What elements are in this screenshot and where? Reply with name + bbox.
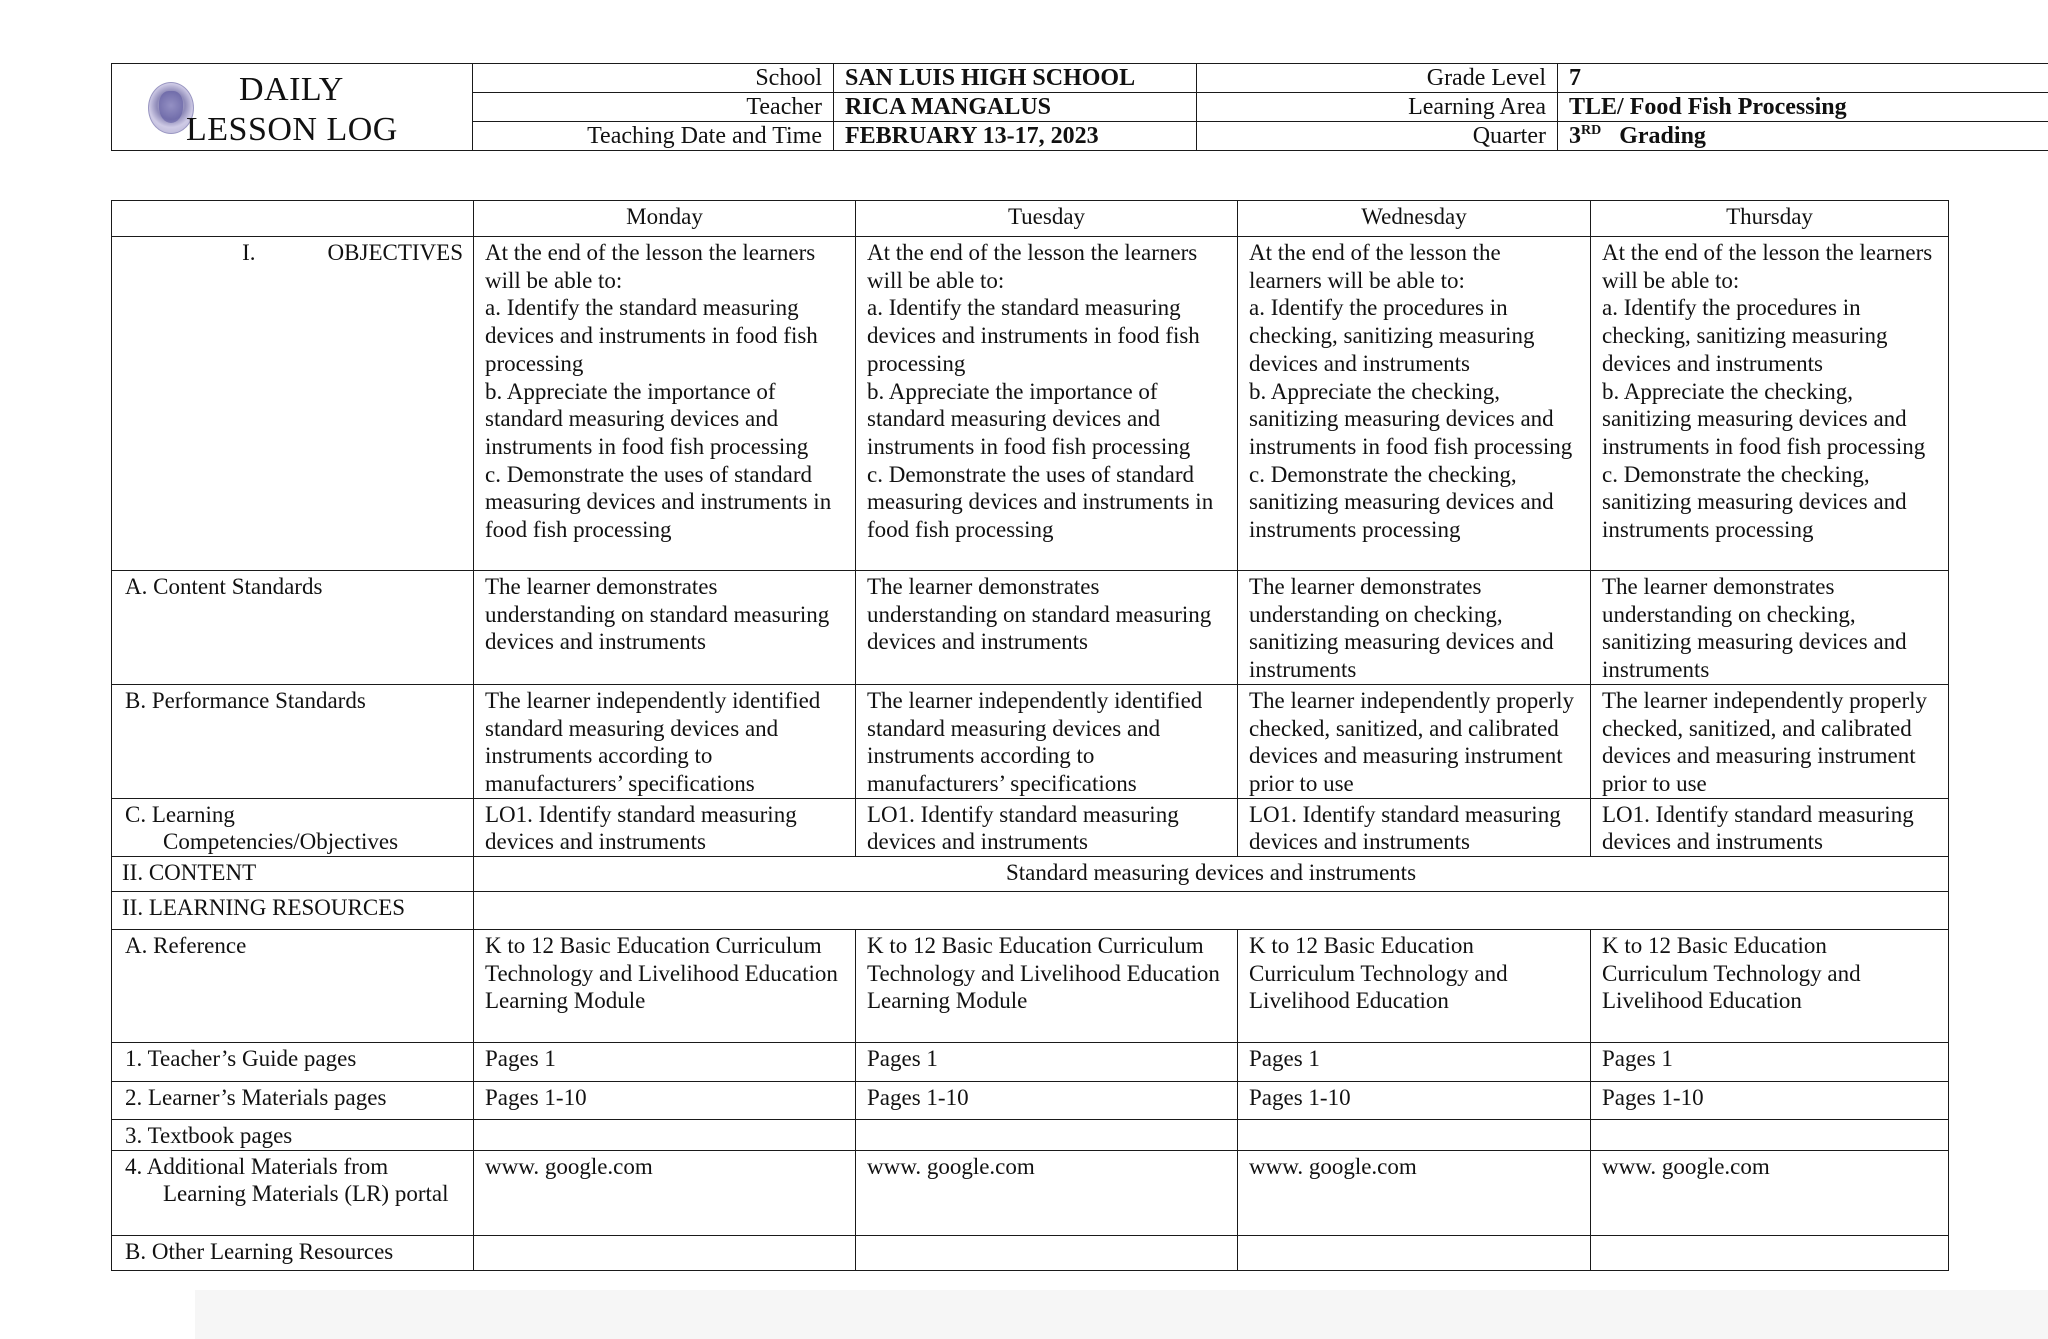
header-table [111, 63, 2048, 151]
objectives-monday: At the end of the lesson the learners will be able to: a. Identify the standard measuring devices and instruments in food fish processing b. Appreciate the importance of standard measuring devices and instruments in food fish processing c. Demonstrate the uses of standard measuring devices and instruments in food fish processing [474, 237, 856, 571]
page-bottom-shade [195, 1290, 2048, 1339]
school-value: SAN LUIS HIGH SCHOOL [834, 64, 1197, 93]
other-resources-row [112, 1235, 1949, 1270]
quarter-suffix: RD [1581, 123, 1602, 138]
other-resources-wednesday [1238, 1235, 1591, 1270]
content-label: II. CONTENT [112, 857, 474, 892]
day-monday: Monday [474, 201, 856, 237]
reference-label: A. Reference [112, 930, 474, 1043]
corner-cell [112, 201, 474, 237]
learners-materials-row [112, 1082, 1949, 1120]
learners-materials-thursday: Pages 1-10 [1591, 1082, 1949, 1120]
date-label: Teaching Date and Time [473, 122, 834, 151]
performance-standards-label: B. Performance Standards [112, 684, 474, 798]
reference-wednesday: K to 12 Basic Education Curriculum Technology and Livelihood Education [1238, 930, 1591, 1043]
doc-title-line2: LESSON LOG [186, 111, 398, 148]
content-standards-label: A. Content Standards [112, 571, 474, 685]
performance-standards-monday: The learner independently identified standard measuring devices and instruments according to manufacturers’ specifications [474, 684, 856, 798]
other-resources-tuesday [856, 1235, 1238, 1270]
teachers-guide-row [112, 1043, 1949, 1082]
title-cell [112, 64, 473, 151]
learning-competencies-row [112, 798, 1949, 856]
area-label: Learning Area [1197, 93, 1558, 122]
performance-standards-row [112, 684, 1949, 798]
learning-resources-label: II. LEARNING RESOURCES [112, 892, 474, 930]
objectives-roman: I. [242, 240, 256, 265]
objectives-wednesday: At the end of the lesson the learners will be able to: a. Identify the procedures in checking, sanitizing measuring devices and instruments b. Appreciate the checking, sanitizing measuring devices and instruments in food fish processing c. Demonstrate the checking, sanitizing measuring devices and instruments processing [1238, 237, 1591, 571]
learning-competencies-thursday: LO1. Identify standard measuring devices and instruments [1591, 798, 1949, 856]
textbook-row [112, 1120, 1949, 1151]
other-resources-thursday [1591, 1235, 1949, 1270]
objectives-row [112, 237, 1949, 571]
textbook-thursday [1591, 1120, 1949, 1151]
quarter-label: Quarter [1197, 122, 1558, 151]
reference-tuesday: K to 12 Basic Education Curriculum Technology and Livelihood Education Learning Module [856, 930, 1238, 1043]
teachers-guide-monday: Pages 1 [474, 1043, 856, 1082]
grade-label: Grade Level [1197, 64, 1558, 93]
additional-materials-row [112, 1150, 1949, 1235]
additional-materials-monday: www. google.com [474, 1150, 856, 1235]
additional-materials-thursday: www. google.com [1591, 1150, 1949, 1235]
performance-standards-tuesday: The learner independently identified standard measuring devices and instruments according to manufacturers’ specifications [856, 684, 1238, 798]
content-value: Standard measuring devices and instruments [474, 857, 1949, 892]
day-tuesday: Tuesday [856, 201, 1238, 237]
teachers-guide-wednesday: Pages 1 [1238, 1043, 1591, 1082]
learners-materials-label: 2. Learner’s Materials pages [112, 1082, 474, 1120]
content-standards-wednesday: The learner demonstrates understanding on checking, sanitizing measuring devices and instruments [1238, 571, 1591, 685]
quarter-number: 3 [1569, 123, 1581, 149]
day-header-row [112, 201, 1949, 237]
learning-competencies-monday: LO1. Identify standard measuring devices and instruments [474, 798, 856, 856]
teachers-guide-label: 1. Teacher’s Guide pages [112, 1043, 474, 1082]
area-value: TLE/ Food Fish Processing [1558, 93, 2048, 122]
learners-materials-tuesday: Pages 1-10 [856, 1082, 1238, 1120]
learning-resources-value [474, 892, 1949, 930]
additional-materials-label: 4. Additional Materials from Learning Materials (LR) portal [112, 1150, 474, 1235]
reference-monday: K to 12 Basic Education Curriculum Technology and Livelihood Education Learning Module [474, 930, 856, 1043]
date-value: FEBRUARY 13-17, 2023 [834, 122, 1197, 151]
learning-competencies-wednesday: LO1. Identify standard measuring devices and instruments [1238, 798, 1591, 856]
teacher-label: Teacher [473, 93, 834, 122]
textbook-label: 3. Textbook pages [112, 1120, 474, 1151]
learners-materials-wednesday: Pages 1-10 [1238, 1082, 1591, 1120]
teachers-guide-tuesday: Pages 1 [856, 1043, 1238, 1082]
teachers-guide-thursday: Pages 1 [1591, 1043, 1949, 1082]
other-resources-monday [474, 1235, 856, 1270]
reference-row [112, 930, 1949, 1043]
objectives-title: OBJECTIVES [327, 240, 463, 265]
content-standards-thursday: The learner demonstrates understanding on checking, sanitizing measuring devices and instruments [1591, 571, 1949, 685]
objectives-tuesday: At the end of the lesson the learners will be able to: a. Identify the standard measuring devices and instruments in food fish processing b. Appreciate the importance of standard measuring devices and instruments in food fish processing c. Demonstrate the uses of standard measuring devices and instruments in food fish processing [856, 237, 1238, 571]
performance-standards-wednesday: The learner independently properly checked, sanitized, and calibrated devices and measuring instrument prior to use [1238, 684, 1591, 798]
content-standards-monday: The learner demonstrates understanding on standard measuring devices and instruments [474, 571, 856, 685]
additional-materials-wednesday: www. google.com [1238, 1150, 1591, 1235]
reference-thursday: K to 12 Basic Education Curriculum Technology and Livelihood Education [1591, 930, 1949, 1043]
grade-value: 7 [1558, 64, 2048, 93]
learners-materials-monday: Pages 1-10 [474, 1082, 856, 1120]
other-resources-label: B. Other Learning Resources [112, 1235, 474, 1270]
performance-standards-thursday: The learner independently properly checked, sanitized, and calibrated devices and measuring instrument prior to use [1591, 684, 1949, 798]
teacher-value: RICA MANGALUS [834, 93, 1197, 122]
quarter-text: Grading [1619, 123, 1706, 149]
content-standards-tuesday: The learner demonstrates understanding on standard measuring devices and instruments [856, 571, 1238, 685]
textbook-tuesday [856, 1120, 1238, 1151]
lesson-log-table [111, 200, 1949, 1271]
additional-materials-tuesday: www. google.com [856, 1150, 1238, 1235]
textbook-monday [474, 1120, 856, 1151]
day-thursday: Thursday [1591, 201, 1949, 237]
content-standards-row [112, 571, 1949, 685]
day-wednesday: Wednesday [1238, 201, 1591, 237]
objectives-thursday: At the end of the lesson the learners will be able to: a. Identify the procedures in checking, sanitizing measuring devices and instruments b. Appreciate the checking, sanitizing measuring devices and instruments in food fish processing c. Demonstrate the checking, sanitizing measuring devices and instruments processing [1591, 237, 1949, 571]
school-label: School [473, 64, 834, 93]
textbook-wednesday [1238, 1120, 1591, 1151]
learning-competencies-tuesday: LO1. Identify standard measuring devices and instruments [856, 798, 1238, 856]
learning-resources-row [112, 892, 1949, 930]
objectives-label [112, 237, 474, 571]
content-row [112, 857, 1949, 892]
quarter-value [1558, 122, 2048, 151]
doc-title-line1: DAILY [239, 71, 344, 108]
learning-competencies-label: C. Learning Competencies/Objectives [112, 798, 474, 856]
